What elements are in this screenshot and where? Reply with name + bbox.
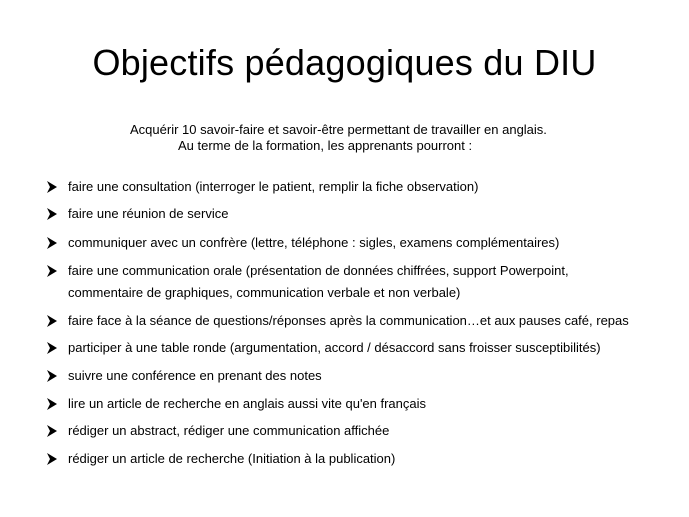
bullet-text: rédiger un abstract, rédiger une communication affichée [68, 423, 390, 438]
bullet-text: suivre une conférence en prenant des notes [68, 368, 322, 383]
bullet-text: rédiger un article de recherche (Initiation à la publication) [68, 451, 396, 466]
bullet-text: lire un article de recherche en anglais aussi vite qu'en français [68, 396, 427, 411]
bullet-text: faire une communication orale (présentation de données chiffrées, support Powerpoint, [68, 263, 569, 278]
bullet-text: participer à une table ronde (argumentation, accord / désaccord sans froisser susceptibilités) [68, 340, 601, 355]
arrowhead-bullet-icon [46, 369, 58, 383]
arrowhead-bullet-icon [46, 264, 58, 278]
subtitle-line-2: Au terme de la formation, les apprenants pourront : [178, 138, 473, 153]
slide-title: Objectifs pédagogiques du DIU [92, 42, 597, 83]
bullet-text-continuation: commentaire de graphiques, communication verbale et non verbale) [68, 285, 461, 300]
arrowhead-bullet-icon [46, 397, 58, 411]
arrowhead-bullet-icon [46, 236, 58, 250]
arrowhead-bullet-icon [46, 452, 58, 466]
bullet-text: faire une consultation (interroger le patient, remplir la fiche observation) [68, 179, 479, 194]
bullet-text: faire une réunion de service [68, 206, 229, 221]
bullet-text: faire face à la séance de questions/réponses après la communication…et aux pauses café, repas [68, 313, 629, 328]
arrowhead-bullet-icon [46, 341, 58, 355]
bullet-text: communiquer avec un confrère (lettre, téléphone : sigles, examens complémentaires) [68, 235, 560, 250]
arrowhead-bullet-icon [46, 207, 58, 221]
arrowhead-bullet-icon [46, 424, 58, 438]
arrowhead-bullet-icon [46, 180, 58, 194]
subtitle-line-1: Acquérir 10 savoir-faire et savoir-être permettant de travailler en anglais. [130, 122, 547, 137]
arrowhead-bullet-icon [46, 314, 58, 328]
